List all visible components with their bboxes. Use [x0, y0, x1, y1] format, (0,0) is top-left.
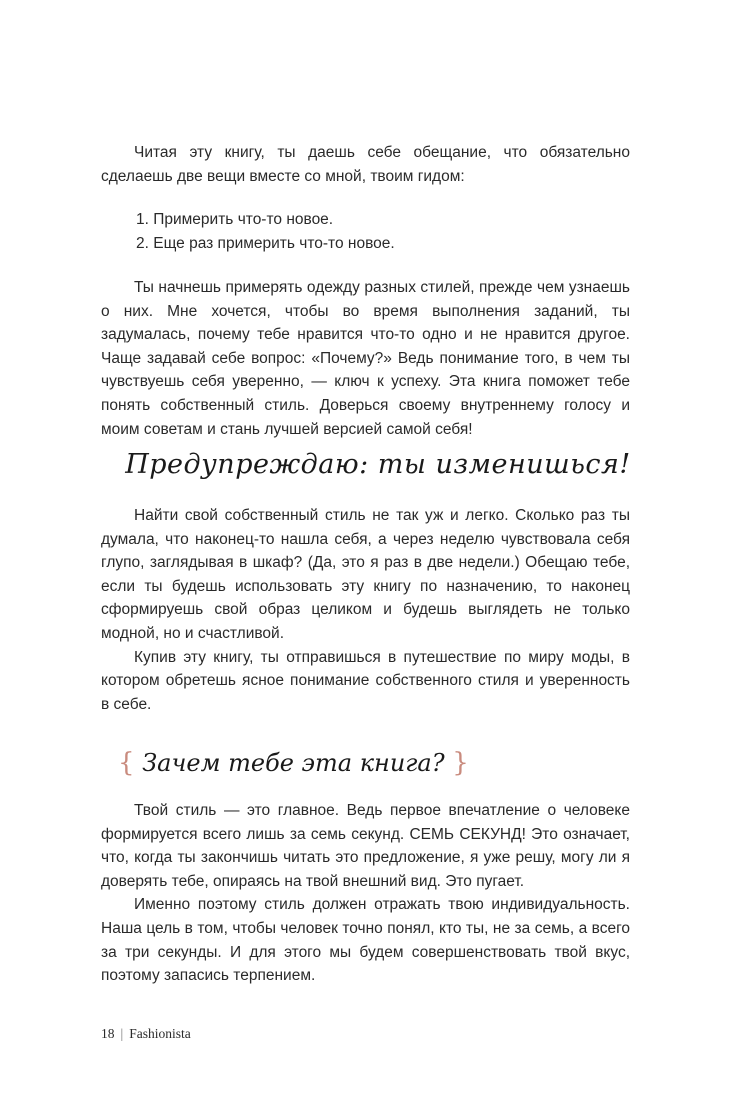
body-paragraph: Твой стиль — это главное. Ведь первое впечатление о человеке формируется всего лишь за семь секунд. СЕМЬ СЕКУНД! Это означает, что, когда ты закончишь читать это предложение, я уже решу, могу ли я доверять тебе, опираясь на твой внешний вид. Это пугает.	[101, 802, 630, 890]
body-paragraph: Ты начнешь примерять одежду разных стилей, прежде чем узнаешь о них. Мне хочется, чтобы во время выполнения заданий, ты задумалась, почему тебе нравится что-то одно и не нравится другое. Чаще задавай себе вопрос: «Почему?» Ведь понимание того, в чем ты чувствуешь себя уверенно, — ключ к успеху. Эта книга поможет тебе понять собственный стиль. Доверься своему внутреннему голосу и моим советам и стань лучшей версией самой себя!	[101, 279, 630, 438]
list-item: 1. Примерить что-то новое.	[136, 211, 334, 228]
page-footer	[101, 1026, 191, 1042]
numbered-list	[136, 208, 395, 255]
footer-separator: |	[120, 1026, 124, 1041]
brace-open: {	[118, 748, 135, 778]
list-item: 2. Еще раз примерить что-то новое.	[136, 234, 395, 252]
brace-close: }	[452, 748, 469, 778]
body-paragraph: Именно поэтому стиль должен отражать твою индивидуальность. Наша цель в том, чтобы человек точно понял, кто ты, не за семь, а всего за три секунды. И для этого мы будем совершенствовать твой вкус, поэтому запасись терпением.	[101, 896, 630, 985]
book-title: Fashionista	[129, 1026, 191, 1041]
body-paragraph: Найти свой собственный стиль не так уж и легко. Сколько раз ты думала, что наконец-то нашла себя, а через неделю чувствовала себя глупо, заглядывая в шкаф? (Да, это я раз в две недели.) Обещаю тебе, если ты будешь использовать эту книгу по назначению, то наконец сформируешь свой образ целиком и будешь выглядеть не только модной, но и счастливой.	[101, 507, 630, 642]
page-number: 18	[101, 1026, 115, 1041]
body-text-1	[101, 276, 630, 441]
intro-paragraph: Читая эту книгу, ты даешь себе обещание, что обязательно сделаешь две вещи вместе со мной, твоим гидом:	[101, 144, 630, 185]
script-heading: Предупреждаю: ты изменишься!	[125, 449, 631, 480]
body-text-2	[101, 504, 630, 716]
section-title-text: Зачем тебе эта книга?	[142, 749, 445, 777]
body-text-3	[101, 799, 630, 988]
intro-text	[101, 141, 630, 188]
body-paragraph: Купив эту книгу, ты отправишься в путешествие по миру моды, в котором обретешь ясное понимание собственного стиля и уверенность в себе.	[101, 648, 630, 713]
section-heading	[118, 748, 469, 778]
